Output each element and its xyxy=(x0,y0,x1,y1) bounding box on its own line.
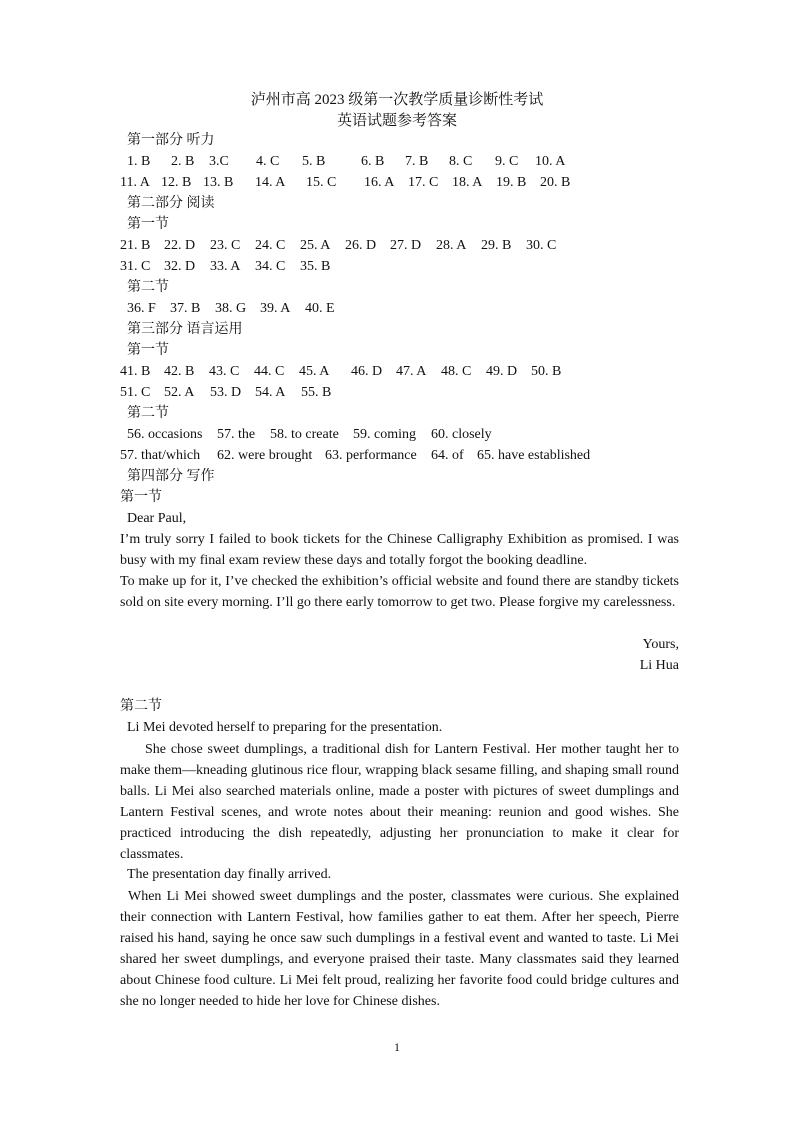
answer-item: 23. C xyxy=(210,238,241,253)
answer-item: 20. B xyxy=(540,175,571,190)
answer-item: 15. C xyxy=(306,175,337,190)
answer-item: 62. were brought xyxy=(217,448,313,463)
answer-item: 6. B xyxy=(361,154,385,169)
letter-closing: Yours, xyxy=(642,637,679,652)
answer-item: 58. to create xyxy=(270,427,339,442)
answer-item: 63. performance xyxy=(325,448,417,463)
answer-item: 1. B xyxy=(127,154,151,169)
answer-item: 3.C xyxy=(209,154,229,169)
answer-item: 42. B xyxy=(164,364,195,379)
answer-item: 50. B xyxy=(531,364,562,379)
part2-heading: 第二部分 阅读 xyxy=(127,196,215,211)
answer-item: 57. that/which xyxy=(120,448,201,463)
answer-item: 55. B xyxy=(301,385,332,400)
story-paragraph-2: When Li Mei showed sweet dumplings and the poster, classmates were curious. She explained their connection with Lantern Festival, how families gather to eat them. After her speech, Pierre raised his hand, saying he once saw such dumplings in a festival event and wanted to taste. Li Mei shared her sweet dumplings, and everyone praised their taste. Many classmates said they learned about Chinese food culture. Li Mei felt proud, realizing her favorite food could bridge cultures and she no longer needed to hide her love for Chinese dishes. xyxy=(120,889,679,1009)
answer-item: 28. A xyxy=(436,238,467,253)
answer-item: 59. coming xyxy=(353,427,416,442)
part4-heading: 第四部分 写作 xyxy=(127,469,215,484)
part4-section1-heading: 第一节 xyxy=(120,490,162,505)
answer-item: 39. A xyxy=(260,301,291,316)
answer-item: 33. A xyxy=(210,259,241,274)
answer-item: 24. C xyxy=(255,238,286,253)
story-opening-line: Li Mei devoted herself to preparing for the presentation. xyxy=(127,720,443,735)
answer-item: 18. A xyxy=(452,175,483,190)
answer-item: 49. D xyxy=(486,364,518,379)
story-second-opening-line: The presentation day finally arrived. xyxy=(127,867,332,882)
answer-item: 17. C xyxy=(408,175,439,190)
answer-item: 52. A xyxy=(164,385,195,400)
answer-item: 46. D xyxy=(351,364,383,379)
part2-section1-heading: 第一节 xyxy=(127,217,169,232)
answer-item: 65. have established xyxy=(477,448,591,463)
answer-item: 19. B xyxy=(496,175,527,190)
part1-heading: 第一部分 听力 xyxy=(127,133,215,148)
part3-section1-heading: 第一节 xyxy=(127,343,169,358)
answer-item: 11. A xyxy=(120,175,150,190)
answer-item: 8. C xyxy=(449,154,473,169)
answer-item: 31. C xyxy=(120,259,151,274)
answer-item: 57. the xyxy=(217,427,256,442)
answer-item: 12. B xyxy=(161,175,192,190)
answer-item: 64. of xyxy=(431,448,464,463)
answer-item: 35. B xyxy=(300,259,331,274)
answer-item: 13. B xyxy=(203,175,234,190)
answer-item: 54. A xyxy=(255,385,286,400)
answer-item: 43. C xyxy=(209,364,240,379)
answer-item: 48. C xyxy=(441,364,472,379)
answer-item: 56. occasions xyxy=(127,427,203,442)
document-subtitle: 英语试题参考答案 xyxy=(336,113,457,129)
answer-item: 40. E xyxy=(305,301,335,316)
answer-item: 45. A xyxy=(299,364,330,379)
answer-item: 2. B xyxy=(171,154,195,169)
answer-item: 21. B xyxy=(120,238,151,253)
answer-item: 16. A xyxy=(364,175,395,190)
letter-paragraph-2: To make up for it, I’ve checked the exhibition’s official website and found there are standby tickets sold on site every morning. I’ll go there early tomorrow to get two. Please forgive my carelessness. xyxy=(120,574,679,610)
answer-item: 14. A xyxy=(255,175,286,190)
answer-item: 27. D xyxy=(390,238,422,253)
document-title: 泸州市高 2023 级第一次教学质量诊断性考试 xyxy=(250,92,544,108)
answer-item: 44. C xyxy=(254,364,285,379)
answer-item: 30. C xyxy=(526,238,557,253)
answer-item: 9. C xyxy=(495,154,519,169)
answer-item: 25. A xyxy=(300,238,331,253)
part3-heading: 第三部分 语言运用 xyxy=(127,322,243,337)
letter-salutation: Dear Paul, xyxy=(127,511,187,526)
answer-item: 41. B xyxy=(120,364,151,379)
answer-item: 5. B xyxy=(302,154,326,169)
answer-item: 7. B xyxy=(405,154,429,169)
answer-item: 4. C xyxy=(256,154,280,169)
story-paragraph-1: She chose sweet dumplings, a traditional dish for Lantern Festival. Her mother taught her to make them—kneading glutinous rice flour, wrapping black sesame filling, and shaping small round balls. Li Mei also searched materials online, made a poster with pictures of sweet dumplings and Lantern Festival scenes, and wrote notes about their meaning: reunion and good wishes. She practiced introducing the dish repeatedly, adjusting her pronunciation to make it clear for classmates. xyxy=(120,742,679,862)
answer-item: 53. D xyxy=(210,385,242,400)
letter-signature: Li Hua xyxy=(639,658,679,673)
answer-item: 51. C xyxy=(120,385,151,400)
answer-item: 37. B xyxy=(170,301,201,316)
part4-section2-heading: 第二节 xyxy=(120,699,162,714)
answer-item: 47. A xyxy=(396,364,427,379)
answer-item: 32. D xyxy=(164,259,196,274)
answer-item: 34. C xyxy=(255,259,286,274)
answer-item: 10. A xyxy=(535,154,566,169)
part2-section2-heading: 第二节 xyxy=(127,280,169,295)
answer-item: 29. B xyxy=(481,238,512,253)
letter-paragraph-1: I’m truly sorry I failed to book tickets for the Chinese Calligraphy Exhibition as promised. I was busy with my final exam review these days and totally forgot the booking deadline. xyxy=(120,532,679,568)
answer-item: 60. closely xyxy=(431,427,492,442)
answer-item: 22. D xyxy=(164,238,196,253)
answer-item: 36. F xyxy=(127,301,156,316)
answer-item: 26. D xyxy=(345,238,377,253)
answer-item: 38. G xyxy=(215,301,247,316)
page-number: 1 xyxy=(394,1040,400,1054)
part3-section2-heading: 第二节 xyxy=(127,406,169,421)
